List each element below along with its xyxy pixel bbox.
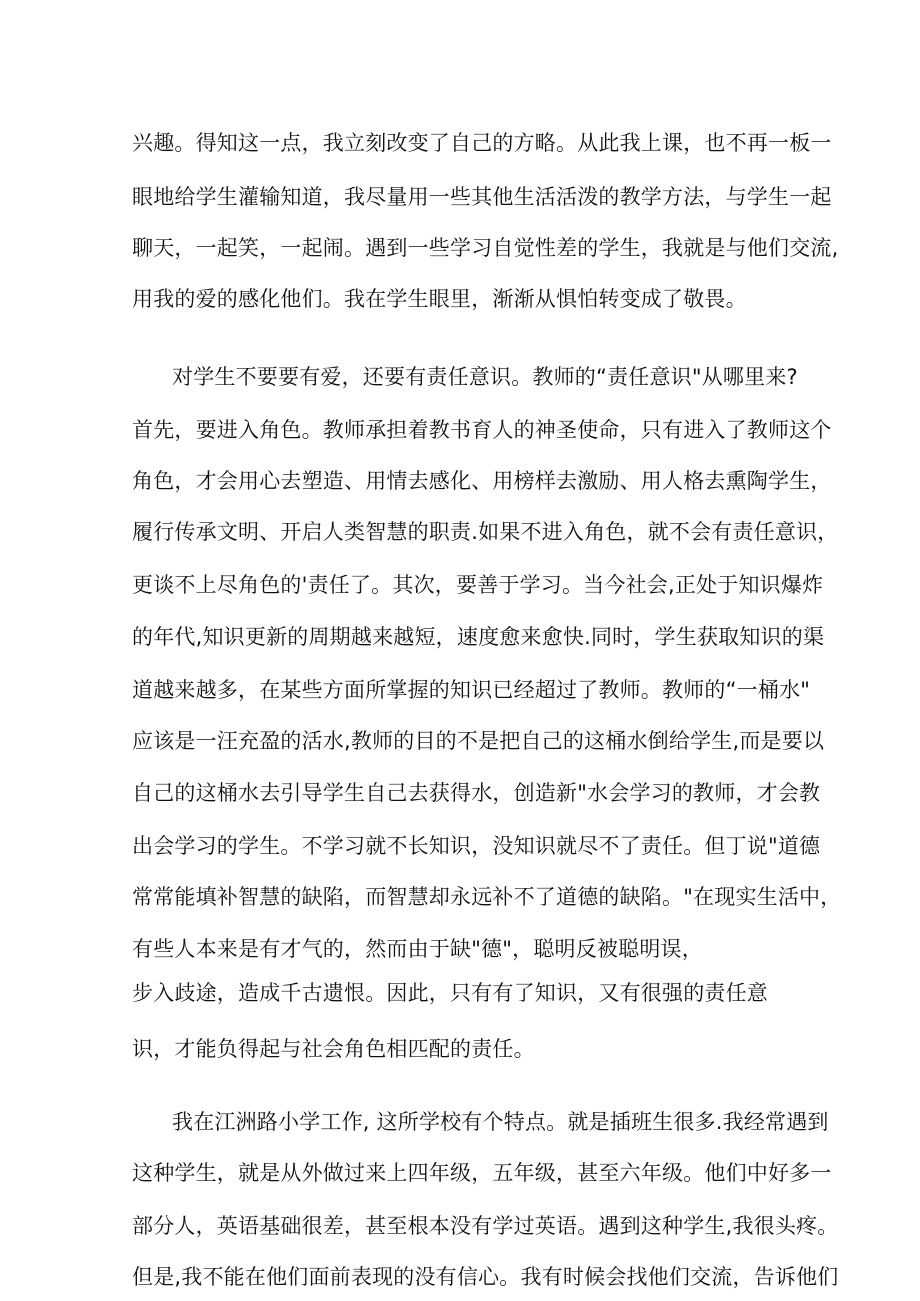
paragraph-2-line-1: 对学生不要要有爱，还要有责任意识。教师的“责任意识"从哪里来? [172, 365, 798, 389]
paragraph-3-line-3: 部分人，英语基础很差，甚至根本没有学过英语。遇到这种学生,我很头疼。 [132, 1214, 839, 1238]
paragraph-2-line-8: 应该是一汪充盈的活水,教师的目的不是把自己的这桶水倒给学生,而是要以 [132, 729, 825, 753]
paragraph-1-line-1: 兴趣。得知这一点，我立刻改变了自己的方略。从此我上课，也不再一板一 [132, 131, 832, 155]
paragraph-1-line-2: 眼地给学生灌输知道，我尽量用一些其他生活活泼的教学方法，与学生一起 [132, 185, 832, 209]
paragraph-2-line-7: 道越来越多，在某些方面所掌握的知识已经超过了教师。教师的“一桶水" [132, 678, 811, 702]
paragraph-1-line-4: 用我的爱的感化他们。我在学生眼里，渐渐从惧怕转变成了敬畏。 [132, 287, 747, 311]
paragraph-2-line-5: 更谈不上尽角色的'责任了。其次，要善于学习。当今社会,正处于知识爆炸 [132, 573, 824, 597]
paragraph-2-line-2: 首先，要进入角色。教师承担着教书育人的神圣使命，只有进入了教师这个 [132, 418, 832, 442]
paragraph-3-line-2: 这种学生，就是从外做过来上四年级，五年级，甚至六年级。他们中好多一 [132, 1161, 832, 1185]
paragraph-3-line-1: 我在江洲路小学工作, 这所学校有个特点。就是插班生很多.我经常遇到 [172, 1110, 829, 1134]
paragraph-2-line-6: 的年代,知识更新的周期越来越短，速度愈来愈快.同时，学生获取知识的渠 [132, 625, 825, 649]
paragraph-2-line-12: 有些人本来是有才气的，然而由于缺"德"，聪明反被聪明误， [132, 937, 703, 961]
paragraph-2-line-11: 常常能填补智慧的缺陷，而智慧却永远补不了道德的缺陷。"在现实生活中， [132, 885, 842, 909]
paragraph-1-line-3: 聊天，一起笑，一起闹。遇到一些学习自觉性差的学生，我就是与他们交流, [132, 236, 839, 260]
paragraph-2-line-10: 出会学习的学生。不学习就不长知识，没知识就尽不了责任。但丁说"道德 [132, 834, 821, 858]
paragraph-2-line-13: 步入歧途，造成千古遗恨。因此，只有有了知识，又有很强的责任意 [132, 981, 768, 1005]
paragraph-3-line-4: 但是,我不能在他们面前表现的没有信心。我有时候会找他们交流，告诉他们 [132, 1265, 839, 1289]
paragraph-2-line-9: 自己的这桶水去引导学生自己去获得水，创造新"水会学习的教师，才会教 [132, 781, 821, 805]
paragraph-2-line-14: 识，才能负得起与社会角色相匹配的责任。 [132, 1037, 535, 1061]
paragraph-2-line-4: 履行传承文明、开启人类智慧的职责.如果不进入角色，就不会有责任意识， [132, 520, 839, 544]
paragraph-2-line-3: 角色，才会用心去塑造、用情去感化、用榜样去激励、用人格去熏陶学生， [132, 469, 832, 493]
